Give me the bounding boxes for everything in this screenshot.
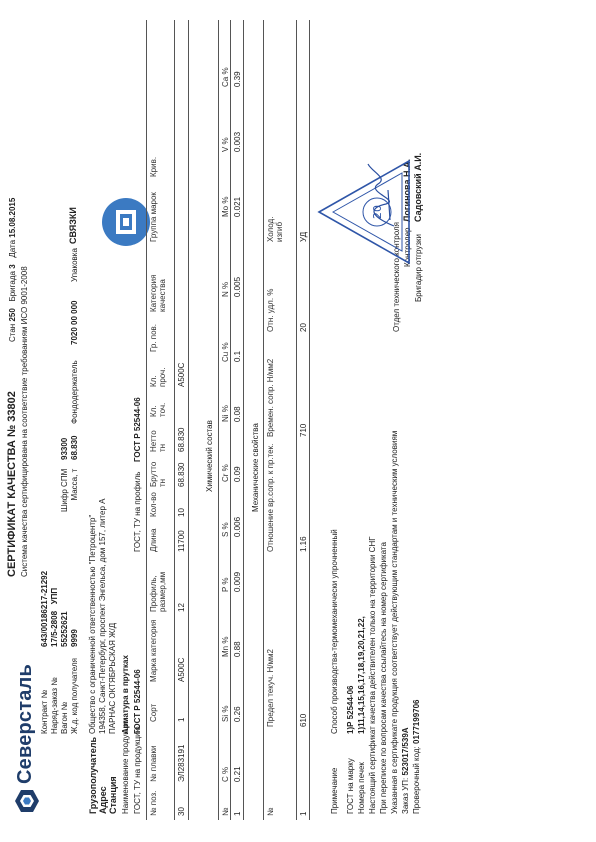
- validity-line: Настоящий сертификат качества действителен только на территории СНГ: [368, 536, 377, 814]
- pack-value: СВЯЗКИ: [68, 207, 78, 244]
- certificate-title: СЕРТИФИКАТ КАЧЕСТВА № 33802: [6, 391, 18, 577]
- chem-header-12: Ca %: [221, 67, 230, 87]
- brand-icon: [14, 788, 40, 814]
- main-header-14: Крив.: [149, 156, 158, 177]
- furnace-label: Номера печек: [357, 762, 366, 814]
- consignee-values: Общество с ограниченной ответственностью "Петроцентр" 194358, Санкт-Петербург, проспект Энгельса, дом 157, литер А ПАРНАС ОКТЯБРЬСКАЯ Ж/Д: [88, 498, 117, 734]
- iso-line: Система качества сертифицирована на соответствие требованиям ИСО 9001-2008: [20, 266, 29, 577]
- main-header-11: Гр. пов.: [149, 323, 158, 352]
- chem-header-10: Mo %: [221, 196, 230, 217]
- chem-cell-11: 0.003: [233, 131, 242, 152]
- main-cell-6: 10: [177, 508, 186, 517]
- spm-labels: Шифр СПМ Масса, т: [60, 468, 79, 512]
- gost-brand-label: ГОСТ на марку: [346, 758, 355, 814]
- chem-caption: Химический состав: [205, 420, 214, 492]
- chem-cell-9: 0.005: [233, 276, 242, 297]
- brigadier-label: Бригадир отгрузки: [414, 233, 423, 302]
- chem-header-3: Mn %: [221, 636, 230, 657]
- mech-header-1: Предел текуч. Н/мм2: [266, 649, 275, 727]
- mech-cell-1: 610: [299, 713, 308, 727]
- conformity-line: Указанная в сертификате продукция соответствует действующим стандартам и техническим условиям: [390, 430, 399, 814]
- chem-header-11: V %: [221, 137, 230, 152]
- chem-header-6: Cr %: [221, 464, 230, 482]
- chem-header-7: Ni %: [221, 405, 230, 422]
- gost-product-value: ГОСТ Р 52544-06: [133, 669, 142, 734]
- chem-header-5: S %: [221, 522, 230, 537]
- mill-info: Стан 250 Бригада 3 Дата 15.08.2015: [8, 197, 17, 342]
- product-name-label: Наименование продукции: [121, 717, 130, 814]
- main-header-9: Кл. точ.: [149, 402, 168, 417]
- chem-header-0: №: [221, 807, 230, 816]
- note-value: Способ производства-термомеханически упрочненный: [330, 529, 339, 734]
- chem-header-8: Cu %: [221, 342, 230, 362]
- mech-cell-4: 20: [299, 323, 308, 332]
- main-cell-0: 30: [177, 807, 186, 816]
- chem-top-rule: [218, 20, 219, 820]
- brand-name: Северсталь: [14, 664, 36, 784]
- main-cell-7: 68.830: [177, 462, 186, 487]
- chem-cell-2: 0.26: [233, 706, 242, 722]
- main-header-3: Марка категория: [149, 619, 158, 682]
- mech-bottom-rule: [309, 20, 310, 820]
- main-header-5: Длина: [149, 528, 158, 552]
- spm-values: 93300 68.830: [60, 435, 79, 460]
- shipping-labels: Контракт № Наряд-заказ № Вагон № Ж.д. код получателя: [40, 658, 79, 734]
- main-header-10: Кл. проч.: [149, 367, 168, 387]
- mech-caption: Механические свойства: [251, 423, 260, 512]
- chem-cell-7: 0.08: [233, 406, 242, 422]
- main-header-4: Профиль, размер,мм: [149, 571, 168, 612]
- main-header-0: № поз.: [149, 790, 158, 816]
- main-cell-8: 68.830: [177, 427, 186, 452]
- chem-cell-12: 0.39: [233, 71, 242, 87]
- chem-header-4: P %: [221, 577, 230, 592]
- mech-cell-3: 710: [299, 423, 308, 437]
- fund-label: Фондодержатель: [70, 360, 79, 424]
- mech-header-4: Отн. удл. %: [266, 288, 275, 332]
- chem-cell-5: 0.006: [233, 516, 242, 537]
- furnace-value: 1)11,14,15,16,17,18,19,20,21,22,: [357, 616, 366, 734]
- chem-cell-4: 0.009: [233, 571, 242, 592]
- mech-header-3: Времен. сопр. Н/мм2: [266, 358, 275, 437]
- shipping-values: 643/00186217-21292 17/5-2808 УПП 55252621 9999: [40, 570, 79, 647]
- main-header-7: Брутто тн: [149, 461, 168, 487]
- chem-header-1: C %: [221, 766, 230, 782]
- mech-header-5: Холод. изгиб: [266, 216, 285, 242]
- main-cell-4: 12: [177, 603, 186, 612]
- main-header-2: Сорт: [149, 703, 158, 722]
- gost-brand-value: 1)Р 52544-06: [346, 685, 355, 734]
- main-cell-10: A500C: [177, 362, 186, 387]
- chem-cell-10: 0.021: [233, 196, 242, 217]
- main-header-1: № плавки: [149, 745, 158, 782]
- order-up: Заказ УП: 523017/539A: [401, 727, 410, 814]
- chem-cell-8: 0.1: [233, 350, 242, 362]
- fund-value: 7020 00 000: [70, 300, 79, 345]
- chem-header-9: N %: [221, 281, 230, 297]
- mech-header-rule: [296, 20, 297, 820]
- main-table-top-rule: [146, 20, 147, 820]
- main-header-8: Нетто тн: [149, 430, 168, 452]
- main-header-6: Кол-во: [149, 492, 158, 517]
- signature: [360, 160, 404, 230]
- chem-bottom-rule: [243, 20, 244, 820]
- chem-cell-6: 0.09: [233, 466, 242, 482]
- otk-label: Отдел технического контроля: [392, 221, 401, 332]
- pack-label: Упаковка: [70, 248, 79, 282]
- main-table-bottom-rule: [188, 20, 189, 820]
- brand-logo: [14, 788, 42, 814]
- svg-text:20: 20: [371, 205, 384, 219]
- controller-name: Логинова Н.А.: [402, 159, 412, 222]
- controller-label: Контролер: [403, 227, 412, 267]
- note-label: Примечание: [330, 767, 339, 814]
- main-cell-1: ЭЛ283191: [177, 744, 186, 782]
- correspondence-line: При переписке по вопросам качества ссылайтесь на номер сертификата: [379, 542, 388, 814]
- brigadier-name: Садовский А.И.: [413, 152, 423, 222]
- consignee-labels: Грузополучатель Адрес Станция: [88, 737, 118, 814]
- check-code: Проверочный код: 0177199706: [412, 699, 421, 814]
- main-header-12: Категория качества: [149, 274, 168, 312]
- mech-cell-0: 1: [299, 811, 308, 816]
- mech-cell-2: 1.16: [299, 536, 308, 552]
- main-cell-2: 1: [177, 717, 186, 722]
- gost-profile-value: ГОСТ Р 52544-06: [133, 397, 142, 462]
- chem-header-2: Si %: [221, 705, 230, 722]
- mech-cell-5: УД: [299, 231, 308, 242]
- chem-cell-0: 1: [233, 811, 242, 816]
- chem-cell-1: 0.21: [233, 766, 242, 782]
- main-cell-5: 11700: [177, 530, 186, 552]
- gost-product-label: ГОСТ, ТУ на продукцию: [133, 726, 142, 814]
- main-cell-3: A500C: [177, 657, 186, 682]
- gost-profile-label: ГОСТ, ТУ на профиль: [133, 471, 142, 552]
- chem-cell-3: 0.88: [233, 641, 242, 657]
- mech-top-rule: [263, 20, 264, 820]
- mech-header-0: №: [266, 807, 275, 816]
- main-header-13: Группа марок: [149, 192, 158, 242]
- main-table-header-rule: [174, 20, 175, 820]
- mech-header-2: Отношение вр.сопр. к пр.тек.: [266, 443, 275, 552]
- product-name-value: Арматура в прутках: [121, 655, 130, 734]
